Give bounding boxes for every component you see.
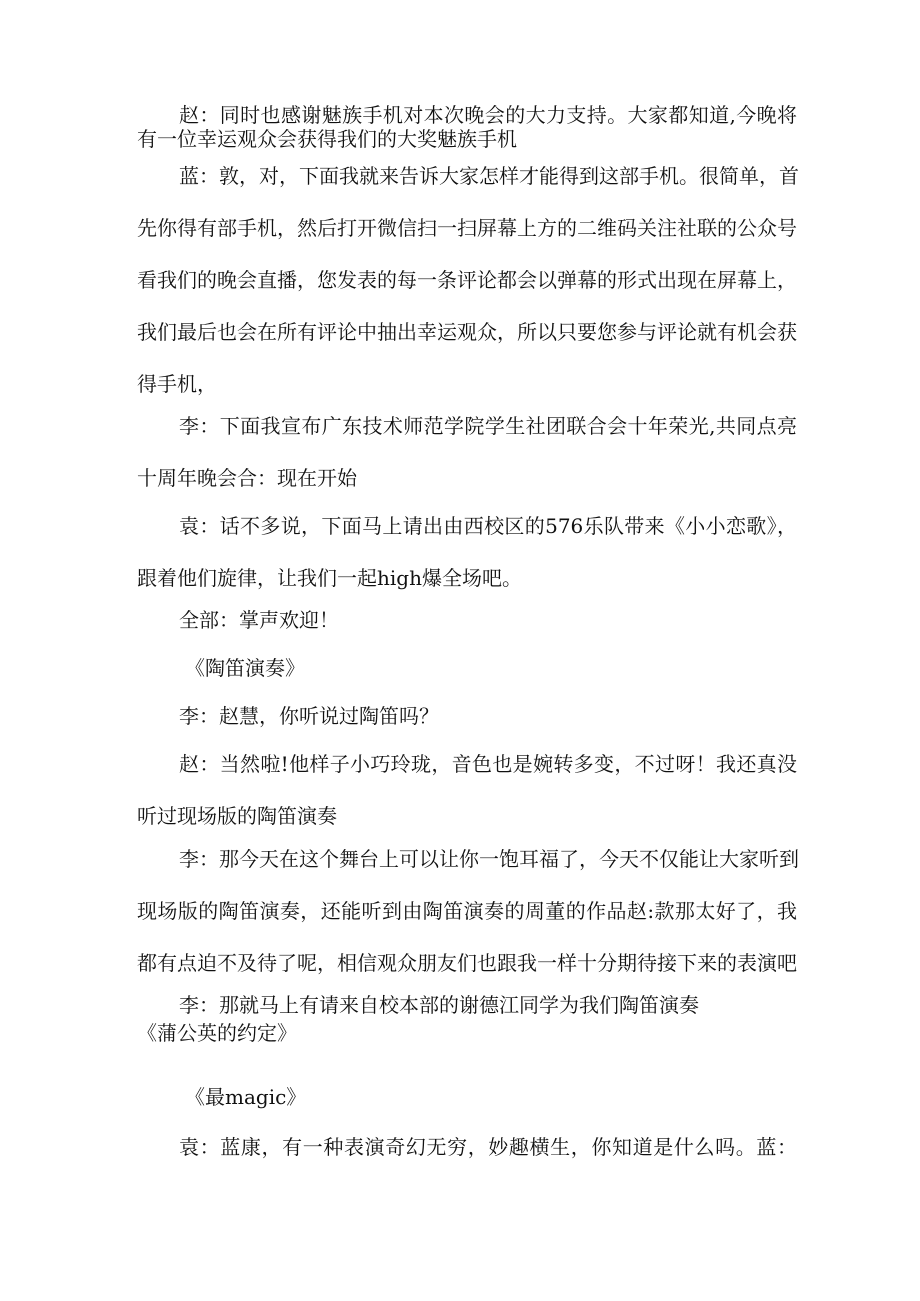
text-line: 《最magic》 <box>185 1085 307 1109</box>
section-title-magic <box>137 1071 797 1123</box>
text-line: 听过现场版的陶笛演奏 <box>137 804 337 828</box>
paragraph-zhao-ocarina <box>137 738 797 842</box>
paragraph-all-welcome <box>137 594 797 646</box>
text-line: 《蒲公英的约定》 <box>137 1021 297 1045</box>
text-line: 袁：蓝康，有一种表演奇幻无穷，妙趣横生，你知道是什么吗。蓝： <box>179 1135 797 1159</box>
text-line: 现场版的陶笛演奏，还能听到由陶笛演奏的周董的作品赵:款那太好了，我 <box>137 899 797 923</box>
text-line: 袁：话不多说，下面马上请出由西校区的576乐队带来《小小恋歌》， <box>179 514 797 538</box>
paragraph-li-announce <box>137 400 797 504</box>
text-line: 先你得有部手机，然后打开微信扫一扫屏幕上方的二维码关注社联的公众号 <box>137 216 797 240</box>
paragraph-zhao-thanks <box>137 103 797 151</box>
text-line: 蓝：敦，对，下面我就来告诉大家怎样才能得到这部手机。很简单，首 <box>179 164 799 188</box>
paragraph-li-ask <box>137 690 797 742</box>
text-line: 李：那今天在这个舞台上可以让你一饱耳福了，今天不仅能让大家听到 <box>179 847 799 871</box>
text-line: 跟着他们旋律，让我们一起high爆全场吧。 <box>137 566 522 590</box>
text-line: 得手机， <box>137 372 217 396</box>
text-line: 赵：当然啦!他样子小巧玲珑，音色也是婉转多变，不过呀！我还真没 <box>179 752 797 776</box>
text-line: 全部：掌声欢迎！ <box>179 608 339 632</box>
paragraph-yuan-band <box>137 500 797 604</box>
text-line: 李：下面我宣布广东技术师范学院学生社团联合会十年荣光,共同点亮 <box>179 414 797 438</box>
text-line: 赵：同时也感谢魅族手机对本次晚会的大力支持。大家都知道,今晚将 <box>179 103 797 127</box>
section-title-ocarina <box>137 642 797 694</box>
text-line: 我们最后也会在所有评论中抽出幸运观众，所以只要您参与评论就有机会获 <box>137 320 797 344</box>
paragraph-li-invite <box>137 993 797 1045</box>
text-line: 李：赵慧，你听说过陶笛吗？ <box>179 704 439 728</box>
text-line: 《陶笛演奏》 <box>185 656 305 680</box>
paragraph-yuan-ask <box>137 1121 797 1173</box>
paragraph-lan-phone <box>137 150 797 410</box>
text-line: 有一位幸运观众会获得我们的大奖魅族手机 <box>137 127 517 151</box>
paragraph-li-live <box>137 833 797 989</box>
text-line: 十周年晚会合：现在开始 <box>137 466 357 490</box>
text-line: 李：那就马上有请来自校本部的谢德江同学为我们陶笛演奏 <box>179 993 699 1017</box>
text-line: 都有点迫不及待了呢，相信观众朋友们也跟我一样十分期待接下来的表演吧 <box>137 951 797 975</box>
text-line: 看我们的晚会直播，您发表的每一条评论都会以弹幕的形式出现在屏幕上， <box>137 268 797 292</box>
